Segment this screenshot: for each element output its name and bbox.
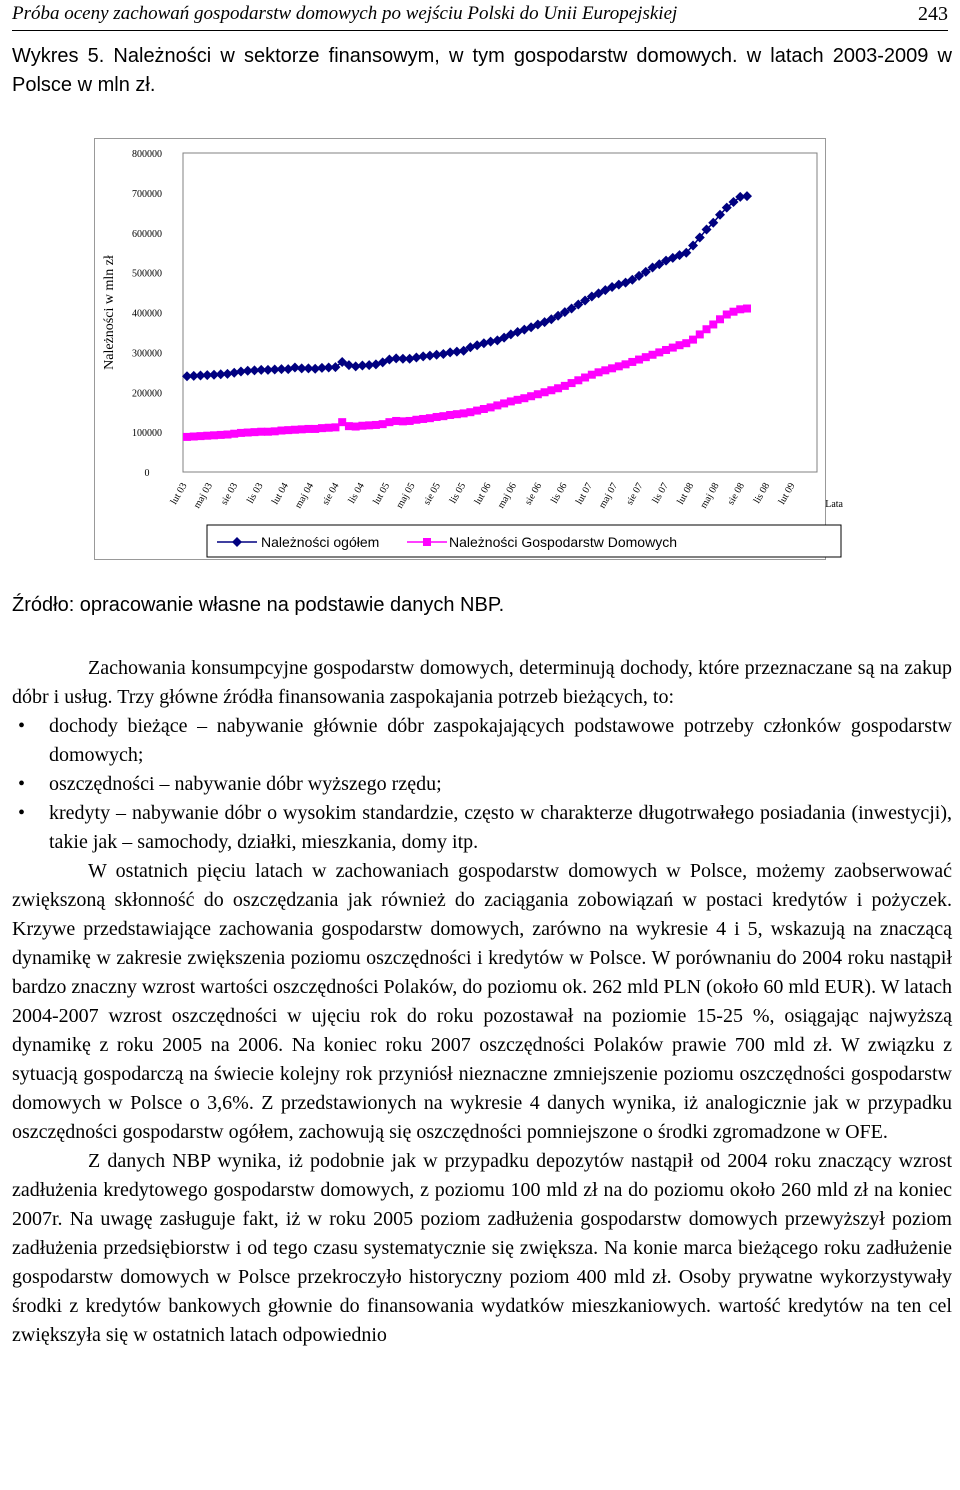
x-tick-label: lut 04 [269, 481, 291, 507]
list-item-text: dochody bieżące – nabywanie głównie dóbr zaspokajających podstawowe potrzeby członków gospodarstw domowych; [49, 715, 952, 766]
list-item [12, 712, 952, 770]
legend-marker [423, 538, 431, 546]
x-tick-label: lut 07 [573, 481, 595, 507]
page-header [12, 0, 948, 31]
x-tick-label: lut 09 [776, 481, 798, 507]
x-tick-label: lis 06 [549, 481, 570, 506]
paragraph-2: W ostatnich pięciu latach w zachowaniach gospodarstw domowych w Polsce, możemy zaobserwować zwiększoną skłonność do oszczędzania jak również do zaciągania zobowiązań w postaci kredytów i pożyczek. Krzywe przedstawiające zachowania gospodarstw domowych, zarówno na wykresie 4 i 5, wskazują na znaczącą dynamikę w zakresie zwiększenia poziomu oszczędności i kredytów w Polsce. W porównaniu do 2004 roku nastąpił bardzo znaczny wzrost wartości oszczędności Polaków, do poziomu ok. 262 mld PLN (około 60 mld EUR). W latach 2004-2007 wzrost oszczędności w ujęciu rok do roku pozostawał na poziomie 15-25 %, osiągając najwyższą dynamikę z roku 2005 na 2006. Na koniec roku 2007 oszczędności Polaków prawie 700 mld zł. W związku z sytuacją gospodarczą na świecie kolejny rok przyniósł nieznaczne zmniejszenie poziomu oszczędności gospodarstw domowych w Polsce o 3,6%. Z przedstawionych na wykresie 4 danych wynika, iż analogicznie jak w przypadku oszczędności gospodarstw ogółem, zachowują się oszczędności pomniejszone o środki zgromadzone w OFE. [12, 860, 952, 1143]
legend-label: Należności Gospodarstw Domowych [449, 534, 677, 550]
y-tick-label: 500000 [132, 268, 162, 280]
x-tick-label: lut 03 [168, 481, 190, 507]
bullet-icon: • [18, 773, 26, 795]
x-tick-label: sie 06 [522, 481, 545, 507]
x-tick-label: lis 05 [447, 481, 469, 506]
plot-area [183, 153, 817, 472]
x-tick-label: lis 04 [346, 481, 367, 506]
y-tick-label: 700000 [132, 188, 162, 200]
list-item [12, 770, 952, 799]
x-tick-label: sie 08 [725, 481, 747, 507]
figure-caption: Wykres 5. Należności w sektorze finansowym, w tym gospodarstw domowych. w latach 2003-2009 w Polsce w mln zł. [12, 45, 952, 96]
x-tick-label: maj 03 [191, 481, 215, 511]
list-item [12, 799, 952, 857]
x-tick-label: sie 03 [218, 481, 241, 507]
series-line [187, 309, 747, 437]
x-tick-label: maj 08 [698, 481, 722, 511]
x-tick-label: maj 04 [292, 481, 317, 511]
x-tick-label: lis 03 [245, 481, 266, 506]
x-tick-label: lut 05 [371, 481, 393, 507]
data-point [743, 305, 751, 313]
line-chart [95, 139, 843, 559]
y-axis-label: Należności w mln zł [102, 255, 117, 370]
running-title: Próba oceny zachowań gospodarstw domowych po wejściu Polski do Unii Europejskiej [12, 3, 678, 24]
y-tick-label: 800000 [132, 149, 162, 160]
y-tick-label: 300000 [132, 348, 162, 360]
x-axis-label: Lata [825, 499, 843, 510]
figure-source: Źródło: opracowanie własne na podstawie danych NBP. [12, 594, 505, 616]
x-tick-label: sie 04 [320, 481, 342, 507]
chart-container [94, 138, 843, 560]
y-tick-label: 0 [144, 468, 150, 479]
legend-label: Należności ogółem [261, 534, 380, 550]
page-number: 243 [918, 3, 948, 25]
y-tick-label: 200000 [132, 388, 162, 400]
x-tick-label: sie 05 [421, 481, 443, 507]
y-tick-label: 400000 [132, 308, 162, 320]
x-tick-label: maj 07 [596, 481, 621, 511]
bullet-icon: • [18, 715, 26, 737]
y-tick-label: 600000 [132, 228, 162, 240]
x-tick-label: sie 07 [624, 481, 646, 507]
x-tick-label: lis 07 [650, 481, 671, 506]
bullet-icon: • [18, 802, 26, 824]
list-item-text: oszczędności – nabywanie dóbr wyższego rzędu; [49, 773, 442, 795]
paragraph-3: Z danych NBP wynika, iż podobnie jak w przypadku depozytów nastąpił od 2004 roku znaczący wzrost zadłużenia kredytowego gospodarstw domowych, z poziomu 100 mld zł na do poziomu około 260 mld zł na koniec 2007r. Na uwagę zasługuje fakt, iż w roku 2005 poziom zadłużenia gospodarstw domowych przewyższył poziom zadłużenia przedsiębiorstw i od tego czasu systematycznie się zwiększa. Na konie marca bieżącego roku zadłużenie gospodarstw domowych w Polsce przekroczyło historyczny poziom 400 mld zł. Osoby prywatne wykorzystywały środki z kredytów bankowych głownie do finansowania wydatków mieszkaniowych. wartość kredytów na ten cel zwiększyła się w ostatnich latach odpowiednio [12, 1150, 952, 1346]
paragraph-1: Zachowania konsumpcyjne gospodarstw domowych, determinują dochody, które przeznaczane są na zakup dóbr i usług. Trzy główne źródła finansowania zaspokajania potrzeb bieżących, to: [12, 657, 952, 708]
x-tick-label: maj 05 [394, 481, 418, 511]
y-tick-label: 100000 [132, 428, 162, 440]
x-tick-label: lut 06 [472, 481, 494, 507]
x-tick-label: lut 08 [675, 481, 697, 507]
x-tick-label: maj 06 [495, 481, 519, 511]
list-item-text: kredyty – nabywanie dóbr o wysokim standardzie, często w charakterze długotrwałego posiadania (inwestycji), takie jak – samochody, działki, mieszkania, domy itp. [49, 802, 952, 853]
bullet-list [12, 712, 952, 857]
data-point [742, 191, 752, 201]
x-tick-label: lis 08 [751, 481, 773, 506]
body-text [12, 654, 952, 1350]
